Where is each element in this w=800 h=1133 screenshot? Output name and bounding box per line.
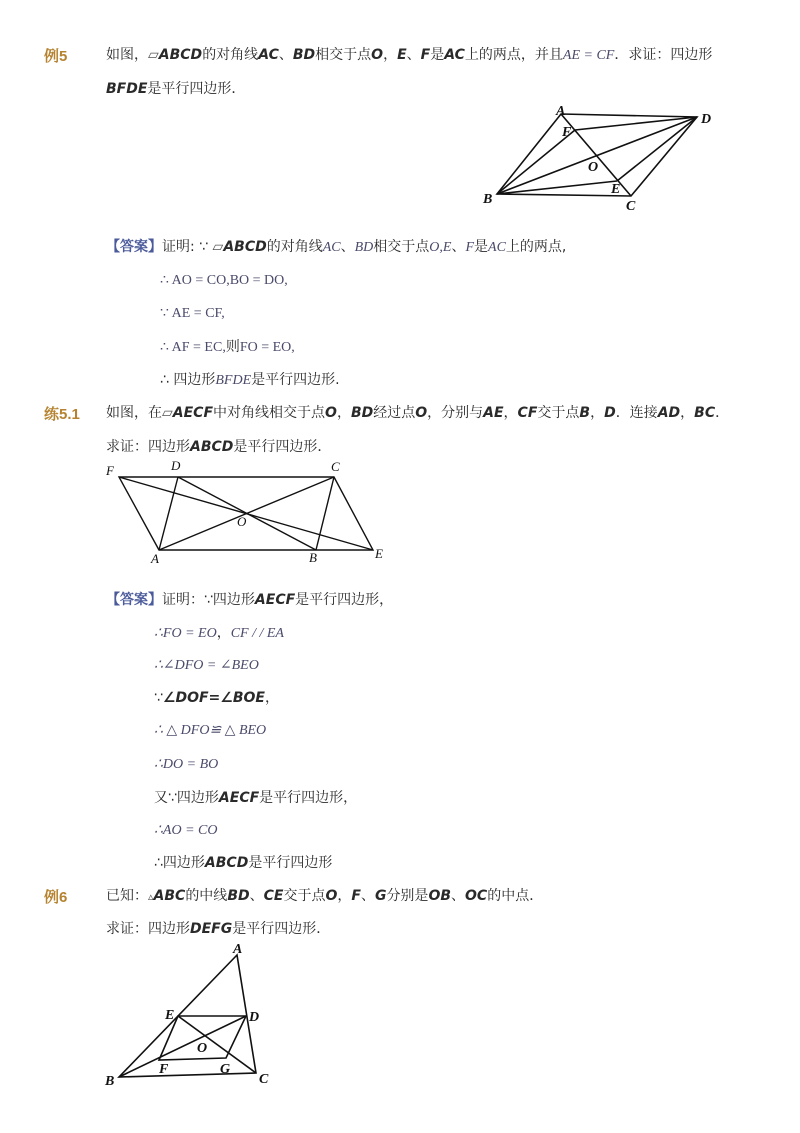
label-D: D [171, 458, 181, 473]
exercise-5-1-answer-line-7: 又∵四边形AECF是平行四边形， [154, 790, 358, 806]
exercise-5-1-question-line-1: 如图，在▱AECF中对角线相交于点O，BD经过点O，分别与AE，CF交于点B，D．连接AD，BC． [106, 405, 730, 421]
label-B: B [309, 550, 317, 565]
label-F: F [159, 1062, 169, 1077]
exercise-5-1-answer-line-8: ∴AO = CO [154, 823, 218, 838]
exercise-5-1-answer-line-9: ∴四边形ABCD是平行四边形 [154, 855, 333, 871]
exercise-5-1-answer-line-2: ∴FO = EO，CF / / EA [154, 625, 284, 641]
example-6-tag: 例6 [44, 889, 68, 906]
label-A: A [233, 942, 243, 957]
label-C: C [259, 1072, 269, 1087]
label-C: C [331, 459, 340, 474]
example-5-answer-line-4: ∴ AF = EC,则FO = EO, [160, 339, 295, 355]
label-O: O [197, 1041, 208, 1056]
label-D: D [249, 1010, 260, 1025]
label-B: B [483, 192, 493, 207]
label-E: E [165, 1008, 175, 1023]
example-5-question-line-1: 如图，▱ABCD的对角线AC、BD相交于点O，E、F是AC上的两点，并且AE = CF．求证：四边形 [106, 47, 713, 63]
exercise-5-1-answer-line-5: ∴ △ DFO≌ △ BEO [154, 723, 267, 738]
exercise-5-1-answer-line-6: ∴DO = BO [154, 757, 219, 772]
label-G: G [220, 1062, 231, 1077]
example-5-tag: 例5 [44, 48, 68, 65]
label-F: F [562, 125, 572, 140]
exercise-5-1-tag: 练5.1 [44, 406, 80, 423]
example-5-answer-line-3: ∵ AE = CF, [160, 306, 225, 321]
label-F: F [106, 463, 114, 478]
example-6-question-line-2: 求证：四边形DEFG是平行四边形． [106, 921, 331, 937]
example-5-answer-line-5: ∴ 四边形BFDE是平行四边形. [160, 372, 340, 388]
example-6-question-line-1: 已知：▵ABC的中线BD、CE交于点O，F、G分别是OB、OC的中点． [106, 888, 544, 904]
example-5-answer-line-1: 【答案】证明: ∵ ▱ABCD的对角线AC、BD相交于点O,E、F是AC上的两点, [106, 239, 567, 255]
exercise-5-1-answer-line-3: ∴∠DFO = ∠BEO [154, 658, 259, 673]
exercise-5-1-question-line-2: 求证：四边形ABCD是平行四边形． [106, 439, 332, 455]
label-A: A [151, 551, 159, 566]
label-O: O [588, 160, 599, 175]
example-5-question-line-2: BFDE是平行四边形． [106, 81, 246, 97]
label-E: E [611, 182, 621, 197]
label-D: D [701, 112, 712, 127]
example-5-answer-line-2: ∴ AO = CO,BO = DO, [160, 273, 288, 288]
label-C: C [626, 199, 636, 214]
label-O: O [237, 514, 247, 529]
label-B: B [105, 1074, 115, 1089]
label-A: A [556, 104, 566, 119]
exercise-5-1-answer-line-1: 【答案】证明：∵四边形AECF是平行四边形， [106, 592, 394, 608]
exercise-5-1-answer-line-4: ∵∠DOF=∠BOE， [154, 690, 279, 706]
label-E: E [375, 546, 383, 561]
